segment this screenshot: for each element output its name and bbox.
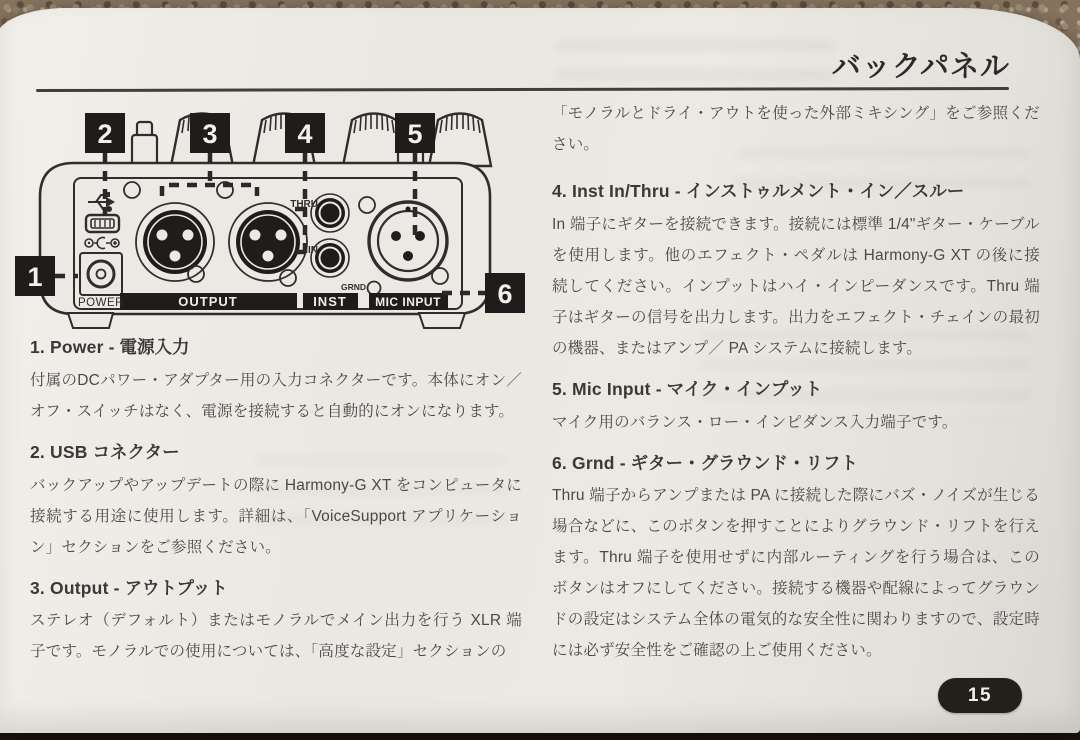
callout-3: 3 [202, 119, 218, 149]
continued-paragraph: 「モノラルとドライ・アウトを使った外部ミキシング」をご参照ください。 [552, 105, 1040, 153]
section-body: バックアップやアップデートの際に Harmony-G XT をコンピュータに接続する用途に使用します。詳細は、「VoiceSupport アプリケーション」セクションをご参照ください。 [30, 476, 522, 556]
section-heading-latin: 1. Power - [30, 337, 115, 357]
section-heading-ja: アウトプット [124, 577, 228, 598]
section-heading-ja: ギター・グラウンド・リフト [630, 452, 858, 473]
section-heading-latin: 3. Output - [30, 577, 120, 598]
callout-1: 1 [27, 262, 43, 292]
callout-4: 4 [297, 119, 313, 149]
left-column [30, 336, 522, 681]
section-heading-latin: 5. Mic Input - [552, 378, 662, 399]
section-heading-latin: 4. Inst In/Thru - [552, 181, 681, 201]
bleed-through-smudge [555, 40, 835, 86]
callout-6: 6 [497, 279, 513, 309]
section-heading-ja: コネクター [92, 441, 180, 462]
page-number-badge: 15 [938, 678, 1022, 713]
section-body: ステレオ（デフォルト）またはモノラルでメイン出力を行う XLR 端子です。モノラルでの使用については、「高度な設定」セクションの [30, 612, 522, 661]
page-title: バックパネル [831, 51, 1010, 83]
section-body: In 端子にギターを接続できます。接続には標準 1/4"ギター・ケーブルを使用します。他のエフェクト・ペダルは Harmony-G XT の後に接続してください。インプットはハイ・インピーダンスです。Thru 端子はギターの信号を出力します。出力をエフェクト・チェインの最初の機器、またはアンプ／ PA システムに接続します。 [552, 215, 1040, 357]
section-heading-latin: 6. Grnd - [552, 452, 626, 473]
section-heading [30, 441, 522, 464]
right-column [552, 98, 1040, 680]
callout-2: 2 [97, 119, 113, 149]
power-label: POWER [78, 297, 124, 309]
section-heading [30, 577, 522, 600]
back-panel-diagram [12, 106, 532, 334]
section-1-power [30, 336, 522, 427]
thru-label: THRU [290, 199, 318, 210]
section-heading [552, 180, 1040, 203]
callout-5: 5 [407, 119, 423, 149]
section-5-mic-input [552, 378, 1040, 438]
section-body: マイク用のバランス・ロー・インピダンス入力端子です。 [552, 413, 958, 431]
output-label: OUTPUT [178, 294, 238, 309]
section-heading [30, 336, 522, 359]
inst-label: INST [313, 294, 347, 309]
mic-input-label: MIC INPUT [375, 295, 441, 309]
grnd-label: GRND [340, 282, 366, 292]
section-heading [552, 452, 1040, 475]
header-rule [36, 87, 1009, 92]
in-label: IN [308, 245, 318, 256]
section-6-grnd [552, 452, 1040, 667]
section-heading-ja: 電源入力 [119, 337, 190, 357]
section-heading-ja: インストゥルメント・イン／スルー [685, 181, 965, 201]
section-heading-latin: 2. USB [30, 441, 88, 462]
section-body: Thru 端子からアンプまたは PA に接続した際にバズ・ノイズが生じる場合などに、このボタンを押すことによりグラウンド・リフトを行えます。Thru 端子を使用せずに内部ルーティングを行う場合は、このボタンはオフにしてください。接続する機器や配線によってグラウンドの設定はシステム全体の電気的な安全性に関わりますので、設定時には必ず安全性をご確認の上ご使用ください。 [552, 487, 1040, 660]
panel-label-bars [120, 293, 448, 310]
section-2-usb [30, 441, 522, 563]
section-body: 付属のDCパワー・アダプター用の入力コネクターです。本体にオン／オフ・スイッチはなく、電源を接続すると自動的にオンになります。 [30, 371, 522, 420]
section-3-output [30, 577, 522, 668]
section-heading-ja: マイク・インプット [666, 378, 823, 399]
section-heading [552, 378, 1040, 401]
section-4-inst [552, 180, 1040, 364]
output-xlr-right [229, 203, 307, 281]
